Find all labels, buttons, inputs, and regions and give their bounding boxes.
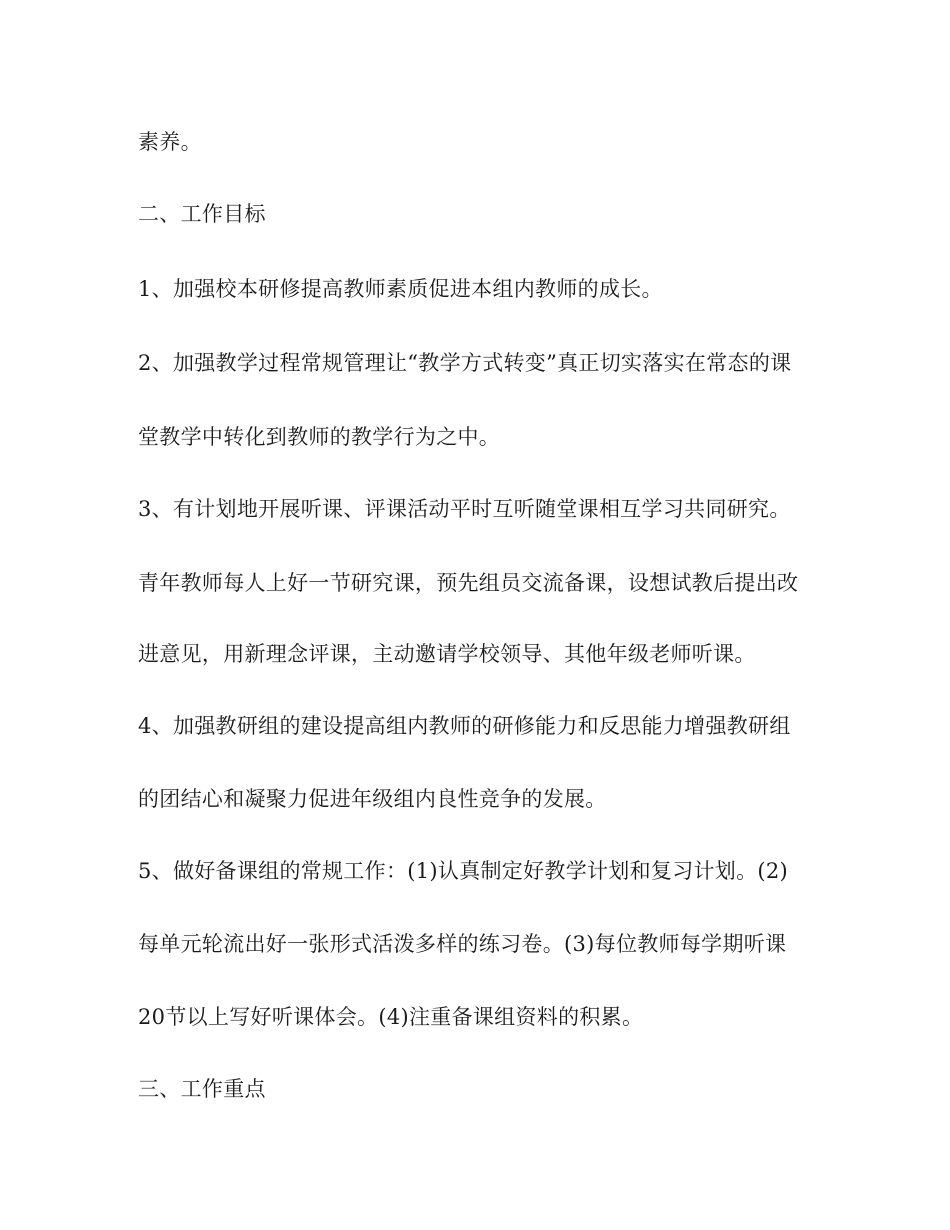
goal-item-4-line-1: 4、加强教研组的建设提高组内教师的研修能力和反思能力增强教研组 xyxy=(138,714,791,738)
section-heading-work-focus: 三、工作重点 xyxy=(138,1077,266,1101)
text-line-continuation: 素养。 xyxy=(138,130,202,154)
goal-item-2-line-1: 2、加强教学过程常规管理让“教学方式转变”真正切实落实在常态的课 xyxy=(138,351,792,375)
goal-item-5-line-1: 5、做好备课组的常规工作：(1)认真制定好教学计划和复习计划。(2) xyxy=(138,859,789,883)
goal-item-2-line-2: 堂教学中转化到教师的教学行为之中。 xyxy=(138,425,501,449)
goal-item-4-line-2: 的团结心和凝聚力促进年级组内良性竞争的发展。 xyxy=(138,787,607,811)
goal-item-5-line-3: 20节以上写好听课体会。(4)注重备课组资料的积累。 xyxy=(138,1005,644,1029)
goal-item-5-line-2: 每单元轮流出好一张形式活泼多样的练习卷。(3)每位教师每学期听课 xyxy=(138,932,787,956)
section-heading-work-goals: 二、工作目标 xyxy=(138,202,266,226)
goal-item-3-line-3: 进意见，用新理念评课，主动邀请学校领导、其他年级老师听课。 xyxy=(138,642,756,666)
goal-item-3-line-2: 青年教师每人上好一节研究课，预先组员交流备课，设想试教后提出改 xyxy=(138,571,799,595)
goal-item-3-line-1: 3、有计划地开展听课、评课活动平时互听随堂课相互学习共同研究。 xyxy=(138,497,791,521)
goal-item-1: 1、加强校本研修提高教师素质促进本组内教师的成长。 xyxy=(138,277,663,301)
